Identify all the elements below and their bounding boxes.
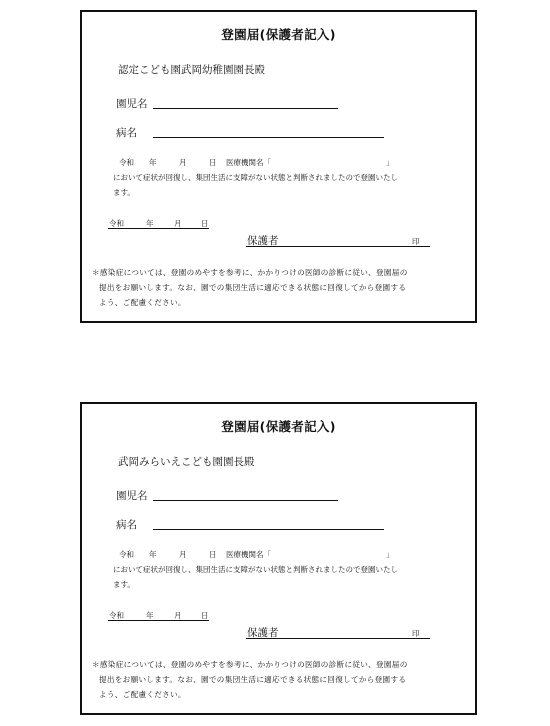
- body-text-line-2: ます。: [113, 580, 135, 589]
- illness-field[interactable]: [153, 137, 384, 138]
- attendance-form-2: [80, 402, 477, 715]
- illness-label: 病名: [116, 127, 137, 139]
- form-title: 登園届(保護者記入): [221, 419, 336, 434]
- guardian-field[interactable]: [246, 638, 430, 639]
- date-era: 令和: [119, 550, 134, 559]
- sign-month-unit: 月: [174, 219, 182, 228]
- note-line-1: ＊感染症については、登園のめやすを参考に、かかりつけの医師の診断に従い、登園届の: [92, 268, 408, 277]
- day-unit: 日: [209, 158, 217, 167]
- child-name-label: 園児名: [116, 98, 148, 110]
- body-text-line-2: ます。: [113, 188, 135, 197]
- seal-label: 印: [412, 629, 420, 638]
- attendance-form-1: [80, 10, 477, 323]
- note-line-2: 提出をお願いします。なお、園での集団生活に適応できる状態に回復してから登園する: [99, 675, 407, 684]
- note-line-3: よう、ご配慮ください。: [99, 298, 186, 307]
- institution-label: 医療機関名「: [226, 550, 271, 559]
- body-text-line-1: において症状が回復し、集団生活に支障がない状態と判断されましたので登園いたし: [113, 173, 398, 182]
- sign-year-unit: 年: [146, 611, 154, 620]
- month-unit: 月: [179, 550, 187, 559]
- institution-label: 医療機関名「: [226, 158, 271, 167]
- seal-label: 印: [412, 237, 420, 246]
- guardian-label: 保護者: [247, 627, 279, 639]
- addressee: 武岡みらいえこども園園長殿: [118, 456, 255, 468]
- institution-close: 」: [386, 158, 394, 167]
- child-name-label: 園児名: [116, 490, 148, 502]
- sign-month-unit: 月: [174, 611, 182, 620]
- note: [92, 657, 467, 702]
- year-unit: 年: [149, 550, 157, 559]
- sign-era: 令和: [109, 219, 124, 228]
- guardian-label: 保護者: [247, 235, 279, 247]
- note: [92, 265, 467, 310]
- child-name-field[interactable]: [153, 108, 338, 109]
- sign-date-field[interactable]: [108, 228, 209, 229]
- sign-day-unit: 日: [201, 611, 209, 620]
- sign-era: 令和: [109, 611, 124, 620]
- day-unit: 日: [209, 550, 217, 559]
- note-line-1: ＊感染症については、登園のめやすを参考に、かかりつけの医師の診断に従い、登園届の: [92, 660, 408, 669]
- body-text-line-1: において症状が回復し、集団生活に支障がない状態と判断されましたので登園いたし: [113, 565, 398, 574]
- form-title: 登園届(保護者記入): [221, 27, 336, 42]
- note-line-2: 提出をお願いします。なお、園での集団生活に適応できる状態に回復してから登園する: [99, 283, 407, 292]
- month-unit: 月: [179, 158, 187, 167]
- year-unit: 年: [149, 158, 157, 167]
- illness-label: 病名: [116, 519, 137, 531]
- sign-day-unit: 日: [201, 219, 209, 228]
- child-name-field[interactable]: [153, 500, 338, 501]
- note-line-3: よう、ご配慮ください。: [99, 690, 186, 699]
- guardian-field[interactable]: [246, 246, 430, 247]
- sign-year-unit: 年: [146, 219, 154, 228]
- addressee: 認定こども園武岡幼稚園園長殿: [118, 64, 265, 76]
- illness-field[interactable]: [153, 529, 384, 530]
- date-era: 令和: [119, 158, 134, 167]
- sign-date-field[interactable]: [108, 620, 209, 621]
- institution-close: 」: [386, 550, 394, 559]
